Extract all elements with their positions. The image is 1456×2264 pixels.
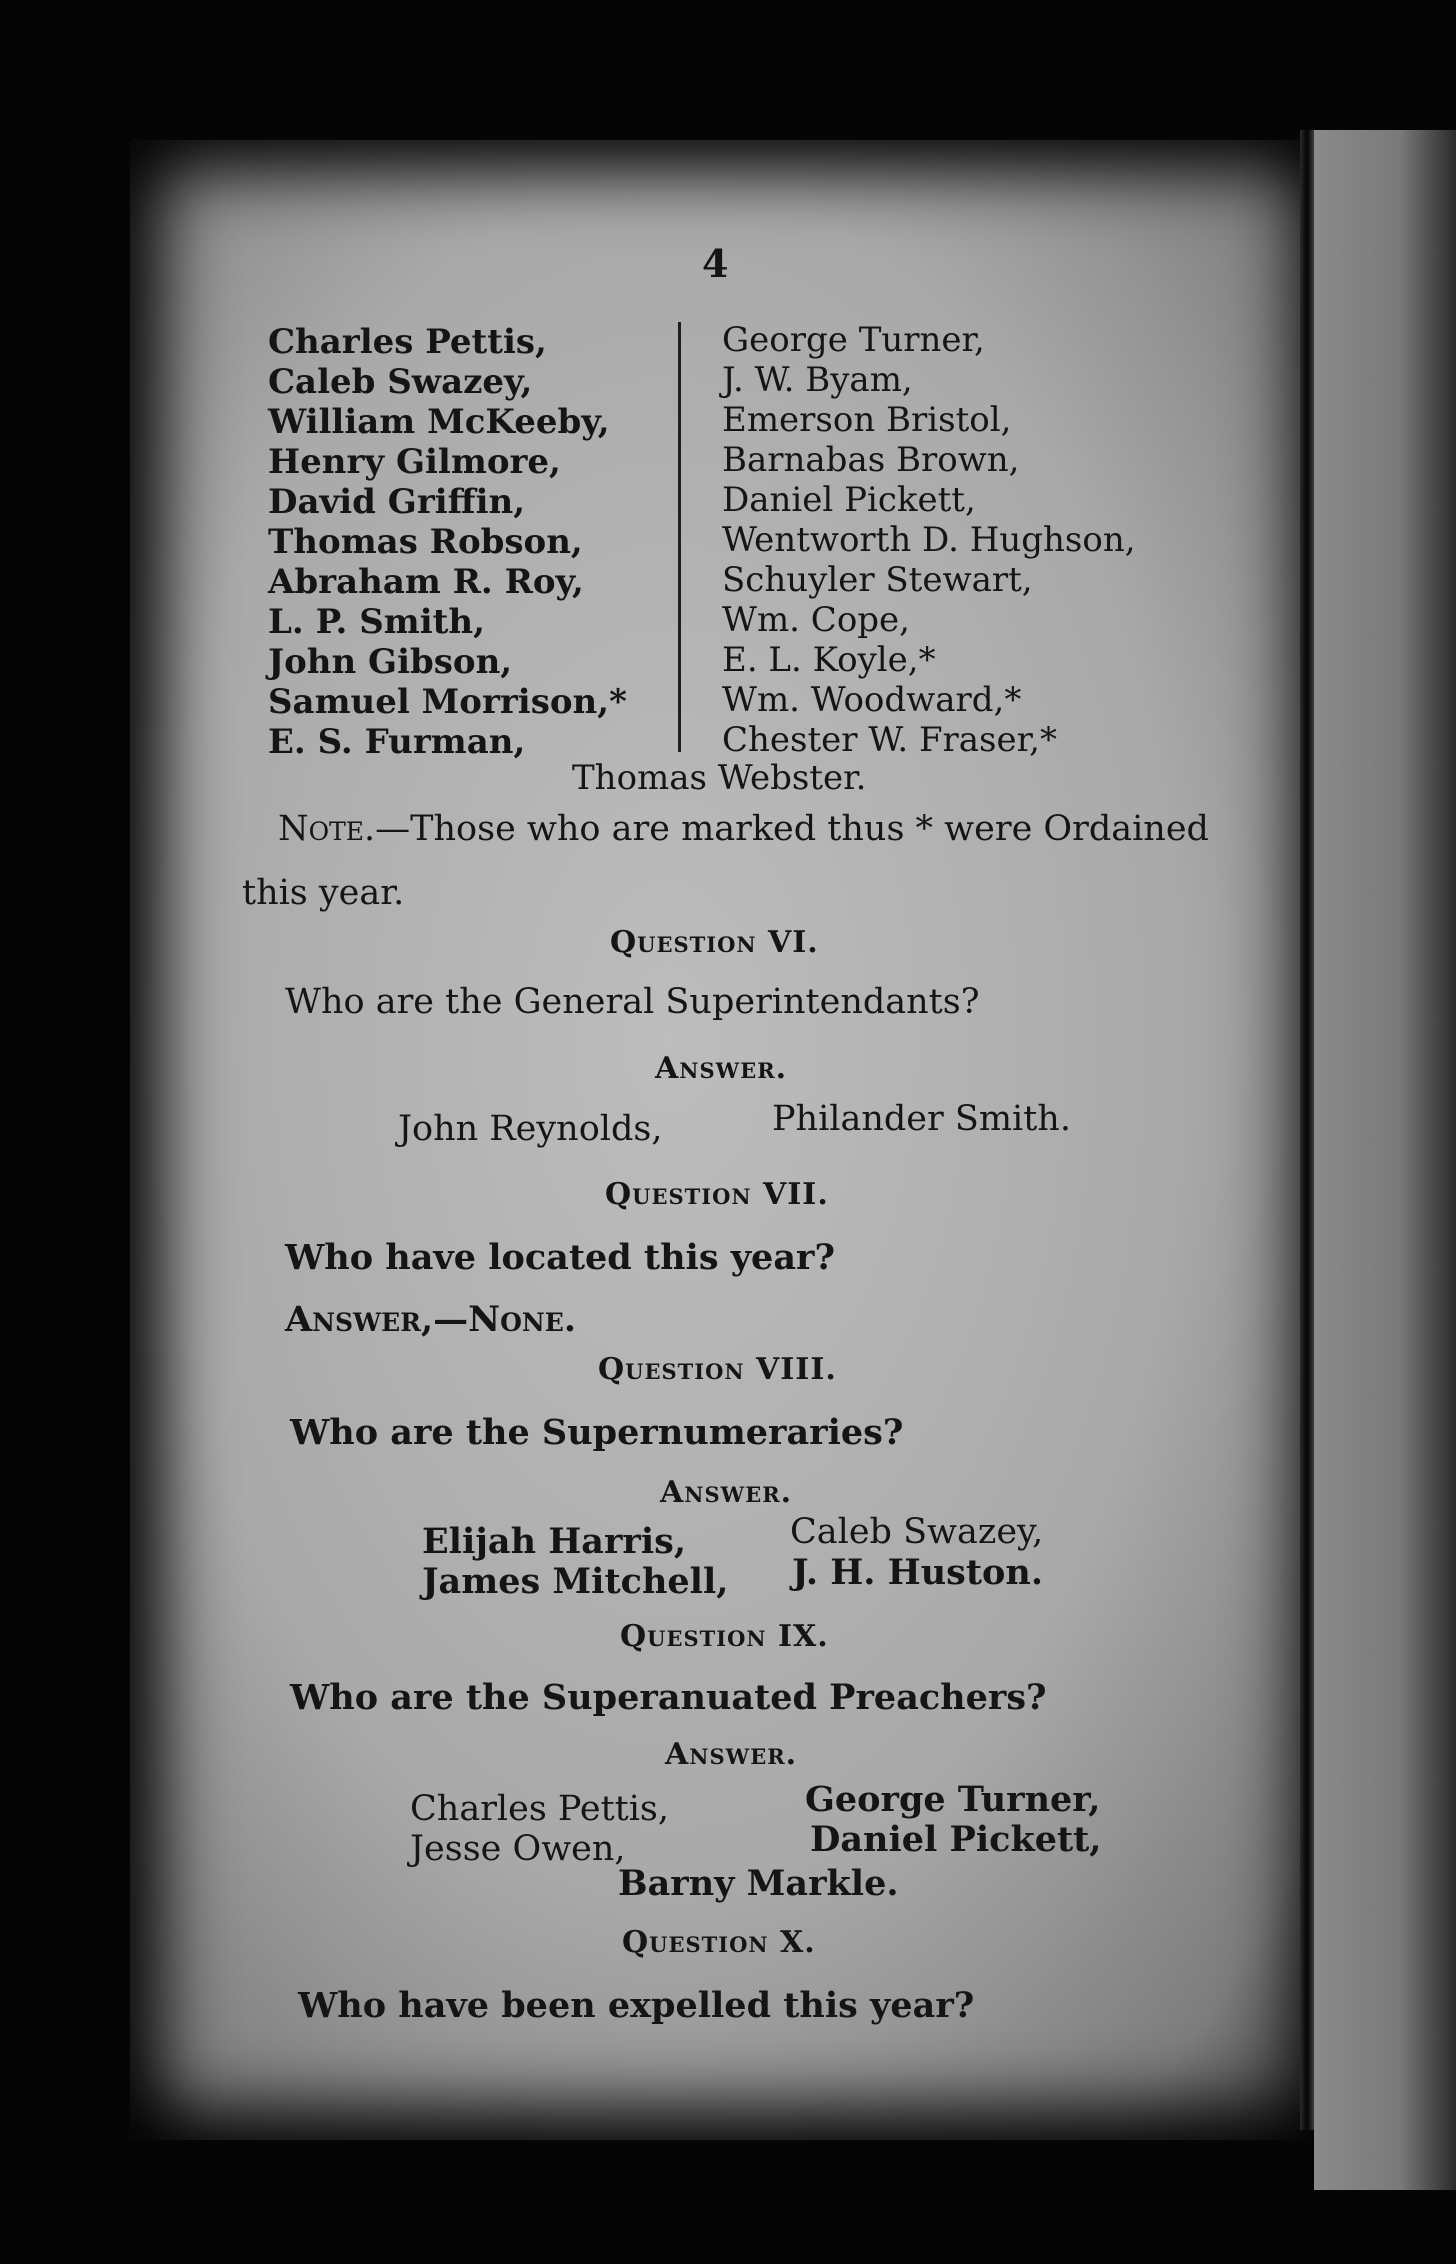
question-9-heading: Question IX. <box>620 1619 829 1654</box>
question-6-answer-heading: Answer. <box>655 1051 788 1086</box>
note-line-1 <box>278 809 1209 849</box>
book-spine <box>1300 130 1314 2130</box>
name-entry: Barnabas Brown, <box>722 440 1020 480</box>
name-entry: David Griffin, <box>268 482 526 522</box>
name-entry: Charles Pettis, <box>268 322 547 362</box>
question-8-heading: Question VIII. <box>598 1352 837 1387</box>
closing-name: Thomas Webster. <box>572 758 867 798</box>
name-entry: Thomas Robson, <box>268 522 583 562</box>
question-6-answer-name: John Reynolds, <box>398 1109 663 1149</box>
question-10-text: Who have been expelled this year? <box>298 1985 975 2026</box>
name-entry: Emerson Bristol, <box>722 400 1012 440</box>
question-7-answer: Answer,—None. <box>285 1299 577 1340</box>
question-10-heading: Question X. <box>622 1925 816 1960</box>
name-entry: J. W. Byam, <box>722 360 913 400</box>
note-line-2: this year. <box>242 873 405 913</box>
question-8-answer-name: James Mitchell, <box>422 1561 729 1602</box>
right-name-column <box>722 320 1136 760</box>
column-divider <box>678 322 681 752</box>
page-number: 4 <box>702 241 729 286</box>
name-entry: George Turner, <box>722 320 985 360</box>
name-entry: E. S. Furman, <box>268 722 526 762</box>
name-entry: Wm. Cope, <box>722 600 910 640</box>
question-8-answer-name: Elijah Harris, <box>422 1521 687 1562</box>
question-9-answer-name: Charles Pettis, <box>410 1789 670 1829</box>
question-6-answer-name: Philander Smith. <box>772 1099 1071 1139</box>
question-8-text: Who are the Supernumeraries? <box>290 1412 904 1453</box>
question-8-answer-name: Caleb Swazey, <box>790 1512 1044 1552</box>
name-entry: Henry Gilmore, <box>268 442 561 482</box>
note-text: —Those who are marked thus * were Ordained <box>375 809 1209 849</box>
name-entry: Daniel Pickett, <box>722 480 976 520</box>
question-9-answer-name: George Turner, <box>805 1779 1101 1820</box>
name-entry: Schuyler Stewart, <box>722 560 1033 600</box>
adjacent-page-edge <box>1314 130 1456 2190</box>
name-entry: Chester W. Fraser,* <box>722 720 1057 760</box>
note-label: Note. <box>278 809 376 849</box>
name-entry: William McKeeby, <box>268 402 610 442</box>
question-9-text: Who are the Superanuated Preachers? <box>290 1677 1047 1718</box>
name-entry: E. L. Koyle,* <box>722 640 936 680</box>
question-8-answer-name: J. H. Huston. <box>792 1552 1044 1593</box>
question-7-heading: Question VII. <box>605 1177 829 1212</box>
question-9-answer-name: Barny Markle. <box>618 1863 899 1904</box>
name-entry: Wm. Woodward,* <box>722 680 1022 720</box>
question-6-text: Who are the General Superintendants? <box>285 982 980 1022</box>
name-entry: Abraham R. Roy, <box>268 562 584 602</box>
question-8-answer-heading: Answer. <box>660 1475 793 1510</box>
name-entry: Samuel Morrison,* <box>268 682 627 722</box>
question-9-answer-name: Jesse Owen, <box>410 1829 626 1869</box>
name-entry: L. P. Smith, <box>268 602 485 642</box>
name-entry: Caleb Swazey, <box>268 362 533 402</box>
name-entry: John Gibson, <box>268 642 513 682</box>
left-name-column <box>268 322 627 762</box>
question-9-answer-name: Daniel Pickett, <box>810 1819 1102 1860</box>
question-9-answer-heading: Answer. <box>665 1737 798 1772</box>
question-7-text: Who have located this year? <box>285 1237 835 1278</box>
name-entry: Wentworth D. Hughson, <box>722 520 1136 560</box>
question-6-heading: Question VI. <box>610 925 819 960</box>
